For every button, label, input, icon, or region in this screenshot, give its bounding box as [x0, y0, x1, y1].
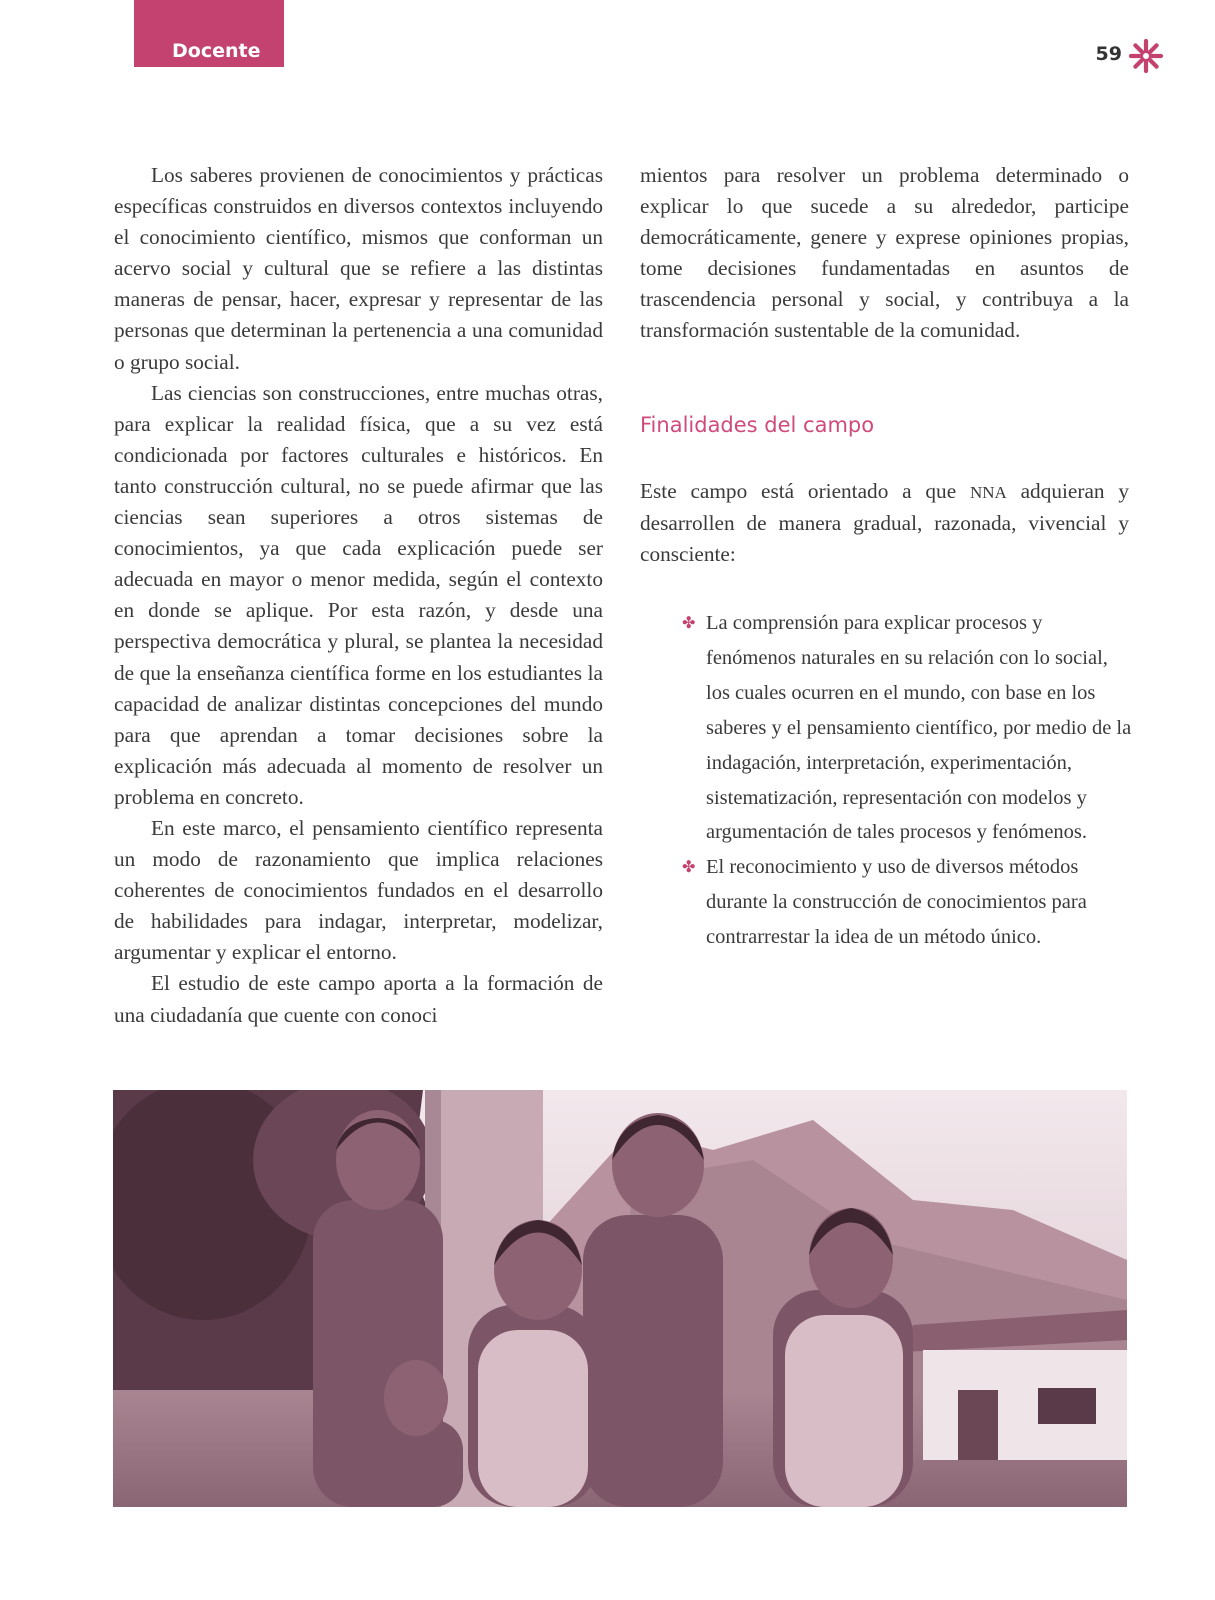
paragraph: En este marco, el pensamiento científico representa un modo de razonamiento que implica relaciones coherentes de conocimientos fundados en el desarrollo de habilidades para indagar, interpretar, modelizar, argumentar y explicar el entorno. [114, 815, 603, 965]
list-item-text: La comprensión para explicar procesos y fenómenos naturales en su relación con lo social, los cuales ocurren en el mundo, con base en los saberes y el pensamiento científico, por medio de la indagación, interpretación, experimentación, sistematización, representación con modelos y argumentación de tales procesos y fenómenos. [706, 612, 1132, 844]
paragraph: Las ciencias son construcciones, entre muchas otras, para explicar la realidad física, que a su vez está condicionada por factores culturales e históricos. En tanto construcción cultural, no se puede afirmar que las ciencias sean superiores a otros sistemas de conocimientos, ya que cada explicación puede ser adecuada en mayor o menor medida, según el contexto en donde se aplique. Por esta razón, y desde una perspectiva democrática y plural, se plantea la necesidad de que la enseñanza científica forme en los estudiantes la capacidad de analizar distintas concepciones del mundo para que aprendan a tomar decisiones sobre la explicación más adecuada al momento de resolver un problema en concreto. [114, 380, 603, 809]
intro-text: Este campo está orientado a que [640, 479, 970, 503]
page-number: 59 [1095, 43, 1122, 65]
asterisk-flower-icon [1128, 38, 1164, 74]
list-item-text: El reconocimiento y uso de diversos métodos durante la construcción de conocimientos para contrarrestar la idea de un método único. [706, 856, 1087, 949]
left-text-column [114, 160, 603, 1031]
paragraph-continuation: mientos para resolver un problema determinado o explicar lo que sucede a su alrededor, participe democráticamente, genere y exprese opiniones propias, tome decisiones fundamentadas en asuntos de trascendencia personal y social, y contribuya a la transformación sustentable de la comunidad. [640, 163, 1129, 343]
intro-paragraph [640, 476, 1129, 570]
bullet-flower-icon: ✤ [682, 613, 696, 632]
children-photo [113, 1090, 1127, 1507]
list-item [682, 850, 1136, 955]
intro-text: adquieran y desarrollen de manera gradual, razonada, vivencial y consciente: [640, 479, 1129, 567]
list-item [682, 606, 1136, 850]
section-tab: Docente [134, 0, 284, 67]
right-text-column [640, 160, 1129, 347]
paragraph: El estudio de este campo aporta a la formación de una ciudadanía que cuente con conoci [114, 971, 603, 1027]
bullet-list [682, 606, 1136, 955]
paragraph: Los saberes provienen de conocimientos y prácticas específicas construidos en diversos contextos incluyendo el conocimiento científico, mismos que conforman un acervo social y cultural que se refiere a las distintas maneras de pensar, hacer, expresar y representar de las personas que determinan la pertenencia a una comunidad o grupo social. [114, 163, 603, 374]
bullet-flower-icon: ✤ [682, 857, 696, 877]
section-heading: Finalidades del campo [640, 413, 875, 437]
acronym-nna: NNA [969, 483, 1007, 502]
